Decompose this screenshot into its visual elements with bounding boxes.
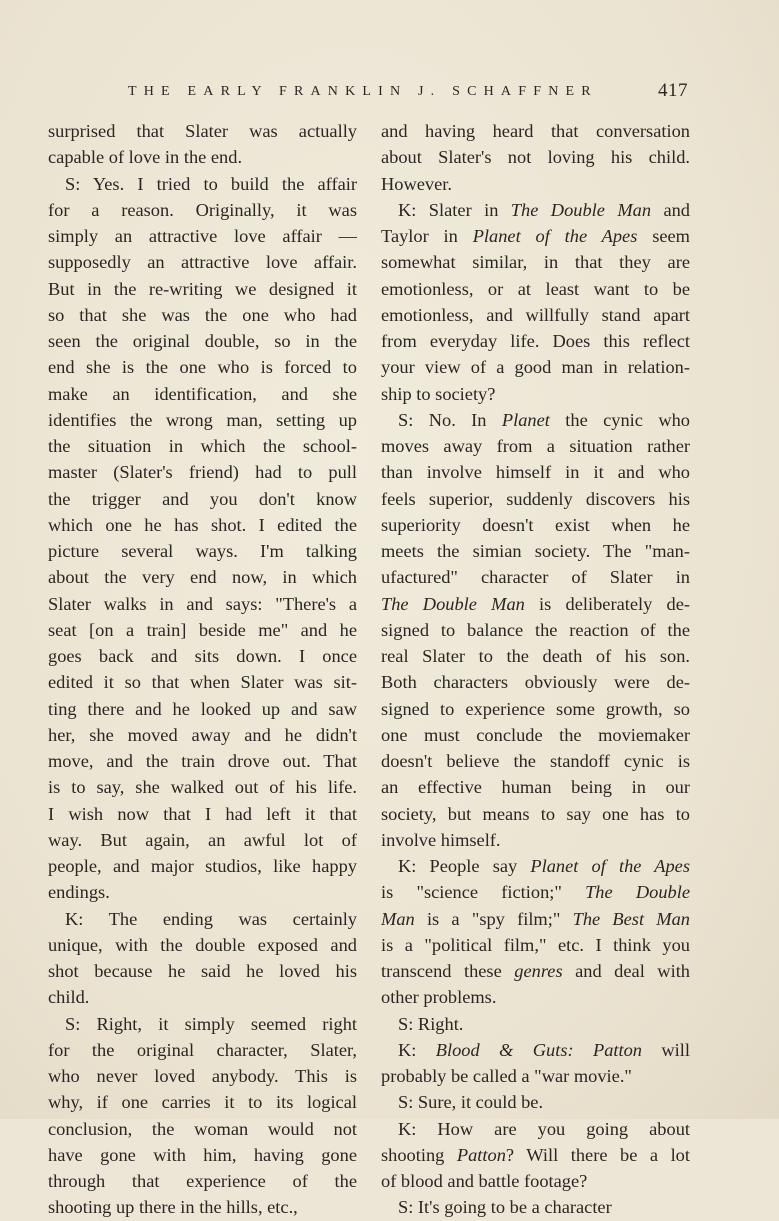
text-line: However. xyxy=(381,173,452,194)
text-line: emotionless, and willfully stand apart xyxy=(381,304,690,325)
text-line: ufactured" character of Slater in xyxy=(381,567,690,588)
text-line: endings. xyxy=(48,882,110,903)
text-line: K: Slater in The Double Man and xyxy=(398,199,690,220)
text-line: I wish now that I had left it that xyxy=(48,803,357,824)
text-line: seen the original double, so in the xyxy=(48,331,357,351)
text-line: signed to balance the reaction of the xyxy=(381,619,690,640)
paragraph xyxy=(381,1089,690,1115)
text-line: simply an attractive love affair — xyxy=(48,226,357,246)
text-line: moves away from a situation rather xyxy=(381,436,690,456)
paragraph xyxy=(48,171,357,906)
paragraph xyxy=(48,906,357,1011)
text-line: the trigger and you don't know xyxy=(48,488,357,509)
text-line: S: Right. xyxy=(398,1013,464,1034)
text-line: Man is a "spy film;" The Best Man xyxy=(381,908,690,929)
text-line: way. But again, an awful lot of xyxy=(48,829,357,850)
text-line: which one he has shot. I edited the xyxy=(48,514,357,535)
text-line: meets the simian society. The "man- xyxy=(381,541,690,561)
text-line: society, but means to say one has to xyxy=(381,803,690,824)
paragraph xyxy=(381,407,690,853)
text-line: people, and major studios, like happy xyxy=(48,856,357,876)
paragraph xyxy=(381,853,690,1011)
text-line: conclusion, the woman would not xyxy=(48,1118,357,1139)
text-line: your view of a good man in relation- xyxy=(381,357,690,378)
text-line: have gone with him, having gone xyxy=(48,1144,357,1165)
text-line: edited it so that when Slater was sit- xyxy=(48,672,357,693)
text-line: about the very end now, in which xyxy=(48,567,357,588)
text-line: why, if one carries it to its logical xyxy=(48,1092,357,1113)
paragraph xyxy=(381,1116,690,1195)
text-line: shot because he said he loved his xyxy=(48,961,357,981)
text-line: supposedly an attractive love affair. xyxy=(48,252,357,273)
text-line: Taylor in Planet of the Apes seem xyxy=(381,226,690,246)
text-line: real Slater to the death of his son. xyxy=(381,646,690,666)
text-line: K: The ending was certainly xyxy=(65,908,357,929)
text-line: one must conclude the moviemaker xyxy=(381,724,690,745)
text-line: S: Right, it simply seemed right xyxy=(65,1013,357,1034)
text-line: the situation in which the school- xyxy=(48,436,357,456)
text-line: Slater walks in and says: "There's a xyxy=(48,593,357,614)
text-line: S: Yes. I tried to build the affair xyxy=(65,173,357,194)
text-line: for the original character, Slater, xyxy=(48,1039,357,1060)
text-line: somewhat similar, in that they are xyxy=(381,252,690,273)
text-line: is to say, she walked out of his life. xyxy=(48,777,357,798)
running-head: THE EARLY FRANKLIN J. SCHAFFNER xyxy=(128,84,598,99)
text-line: from everyday life. Does this reflect xyxy=(381,331,690,351)
text-line: and having heard that conversation xyxy=(381,121,690,141)
paragraph xyxy=(381,1194,690,1220)
paragraph xyxy=(48,118,357,171)
text-line: signed to experience some growth, so xyxy=(381,698,690,719)
text-line: S: No. In Planet the cynic who xyxy=(398,409,690,430)
text-line: K: Blood & Guts: Patton will xyxy=(398,1039,690,1060)
text-line: make an identification, and she xyxy=(48,383,357,404)
text-line: transcend these genres and deal with xyxy=(381,961,690,981)
text-line: move, and the train drove out. That xyxy=(48,751,357,771)
text-line: emotionless, or at least want to be xyxy=(381,278,690,299)
text-line: master (Slater's friend) had to pull xyxy=(48,462,357,483)
text-line: K: People say Planet of the Apes xyxy=(398,856,690,876)
text-line: end she is the one who is forced to xyxy=(48,357,357,378)
text-line: surprised that Slater was actually xyxy=(48,121,357,141)
text-line: shooting Patton? Will there be a lot xyxy=(381,1144,690,1165)
text-line: The Double Man is deliberately de- xyxy=(381,593,690,614)
left-column xyxy=(48,118,357,1221)
text-line: so that she was the one who had xyxy=(48,304,357,325)
text-line: her, she moved away and he didn't xyxy=(48,724,357,745)
paragraph xyxy=(381,197,690,407)
text-line: ting there and he looked up and saw xyxy=(48,698,357,719)
text-line: shooting up there in the hills, etc., xyxy=(48,1197,298,1218)
text-line: seat [on a train] beside me" and he xyxy=(48,619,357,640)
text-line: through that experience of the xyxy=(48,1171,357,1191)
text-line: goes back and sits down. I once xyxy=(48,646,357,666)
text-line: of blood and battle footage? xyxy=(381,1171,588,1191)
text-line: S: It's going to be a character xyxy=(398,1197,612,1218)
text-line: unique, with the double exposed and xyxy=(48,934,357,955)
text-line: K: How are you going about xyxy=(398,1118,690,1139)
text-line: involve himself. xyxy=(381,829,501,850)
text-line: is "science fiction;" The Double xyxy=(381,882,690,903)
paragraph xyxy=(381,118,690,197)
text-line: But in the re-writing we designed it xyxy=(48,278,357,299)
paragraph xyxy=(381,1037,690,1090)
text-line: probably be called a "war movie." xyxy=(381,1066,632,1086)
text-line: an effective human being in our xyxy=(381,777,690,798)
text-line: picture several ways. I'm talking xyxy=(48,541,357,561)
text-line: superiority doesn't exist when he xyxy=(381,514,690,535)
right-column xyxy=(381,118,690,1221)
text-line: identifies the wrong man, setting up xyxy=(48,409,357,430)
text-line: who never loved anybody. This is xyxy=(48,1066,357,1086)
text-line: is a "political film," etc. I think you xyxy=(381,934,690,955)
paragraph xyxy=(48,1011,357,1221)
text-line: doesn't believe the standoff cynic is xyxy=(381,751,690,771)
text-line: S: Sure, it could be. xyxy=(398,1092,544,1113)
paragraph xyxy=(381,1011,690,1037)
text-line: feels superior, suddenly discovers his xyxy=(381,488,690,509)
page-header xyxy=(128,82,688,106)
text-line: about Slater's not loving his child. xyxy=(381,147,690,168)
page-number: 417 xyxy=(658,80,688,101)
text-line: for a reason. Originally, it was xyxy=(48,199,357,220)
text-line: ship to society? xyxy=(381,383,496,404)
text-line: child. xyxy=(48,987,90,1008)
text-line: than involve himself in it and who xyxy=(381,462,690,483)
text-line: other problems. xyxy=(381,987,497,1008)
text-line: Both characters obviously were de- xyxy=(381,672,690,693)
text-line: capable of love in the end. xyxy=(48,147,243,168)
